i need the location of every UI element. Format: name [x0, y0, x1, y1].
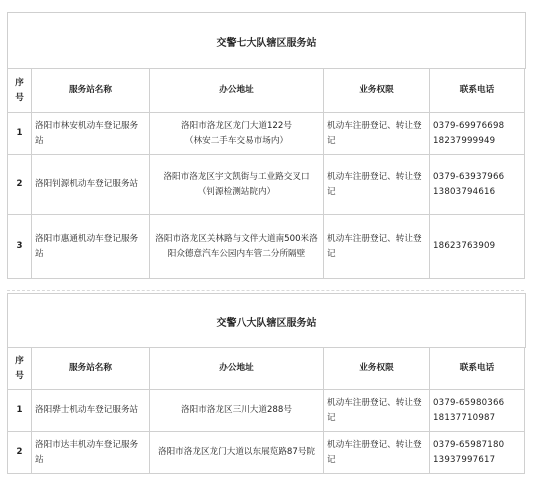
header-address: 办公地址 [150, 69, 324, 113]
station-address [150, 113, 324, 155]
address-sub: （林安二手车交易市场内） [184, 135, 289, 146]
service-station-table [7, 347, 525, 474]
phone-1: 18623763909 [433, 241, 496, 251]
phone-1: 0379-69976698 [433, 120, 505, 131]
header-seq: 序号 [8, 69, 32, 113]
service-station-table [7, 68, 525, 279]
station-phone [430, 432, 525, 474]
phone-1: 0379-63937966 [433, 171, 505, 182]
station-name: 洛阳市达丰机动车登记服务站 [32, 432, 150, 474]
station-scope: 机动车注册登记、转让登记 [324, 390, 430, 432]
station-phone [430, 113, 525, 155]
phone-2: 18137710987 [433, 412, 496, 423]
section-title-banner [7, 12, 526, 69]
row-seq: 3 [8, 215, 32, 279]
phone-1: 0379-65987180 [433, 439, 505, 450]
station-address [150, 155, 324, 215]
station-address: 洛阳市洛龙区关林路与文伴大道南500米洛阳众德意汽车公园内车管二分所隔壁 [150, 215, 324, 279]
section-title-banner [7, 293, 526, 348]
station-phone [430, 390, 525, 432]
station-name: 洛阳市惠通机动车登记服务站 [32, 215, 150, 279]
table-header-row [8, 69, 525, 113]
row-seq: 1 [8, 113, 32, 155]
address-sub: （钊源检测站院内） [197, 186, 276, 197]
table-row [8, 113, 525, 155]
header-phone: 联系电话 [430, 348, 525, 390]
station-scope: 机动车注册登记、转让登记 [324, 215, 430, 279]
table-row [8, 215, 525, 279]
section-title: 交警七大队辖区服务站 [216, 37, 317, 49]
address-main: 洛阳市洛龙区龙门大道122号 [181, 120, 292, 131]
section-title: 交警八大队辖区服务站 [216, 317, 317, 329]
phone-2: 13803794616 [433, 186, 496, 197]
station-scope: 机动车注册登记、转让登记 [324, 432, 430, 474]
table-row [8, 390, 525, 432]
table-header-row [8, 348, 525, 390]
section-divider [7, 290, 524, 291]
station-scope: 机动车注册登记、转让登记 [324, 113, 430, 155]
table-row [8, 155, 525, 215]
station-scope: 机动车注册登记、转让登记 [324, 155, 430, 215]
header-phone: 联系电话 [430, 69, 525, 113]
header-seq: 序号 [8, 348, 32, 390]
address-main: 洛阳市洛龙区宇文凯街与工业路交叉口 [163, 171, 310, 182]
row-seq: 1 [8, 390, 32, 432]
phone-1: 0379-65980366 [433, 397, 505, 408]
phone-2: 13937997617 [433, 454, 496, 465]
header-address: 办公地址 [150, 348, 324, 390]
row-seq: 2 [8, 432, 32, 474]
header-scope: 业务权限 [324, 69, 430, 113]
header-name: 服务站名称 [32, 348, 150, 390]
station-address: 洛阳市洛龙区三川大道288号 [150, 390, 324, 432]
station-phone [430, 155, 525, 215]
station-phone [430, 215, 525, 279]
header-name: 服务站名称 [32, 69, 150, 113]
table-row [8, 432, 525, 474]
station-address: 洛阳市洛龙区龙门大道以东展览路87号院 [150, 432, 324, 474]
station-name: 洛阳钊源机动车登记服务站 [32, 155, 150, 215]
phone-2: 18237999949 [433, 135, 496, 146]
station-name: 洛阳骅士机动车登记服务站 [32, 390, 150, 432]
header-scope: 业务权限 [324, 348, 430, 390]
row-seq: 2 [8, 155, 32, 215]
station-name: 洛阳市林安机动车登记服务站 [32, 113, 150, 155]
